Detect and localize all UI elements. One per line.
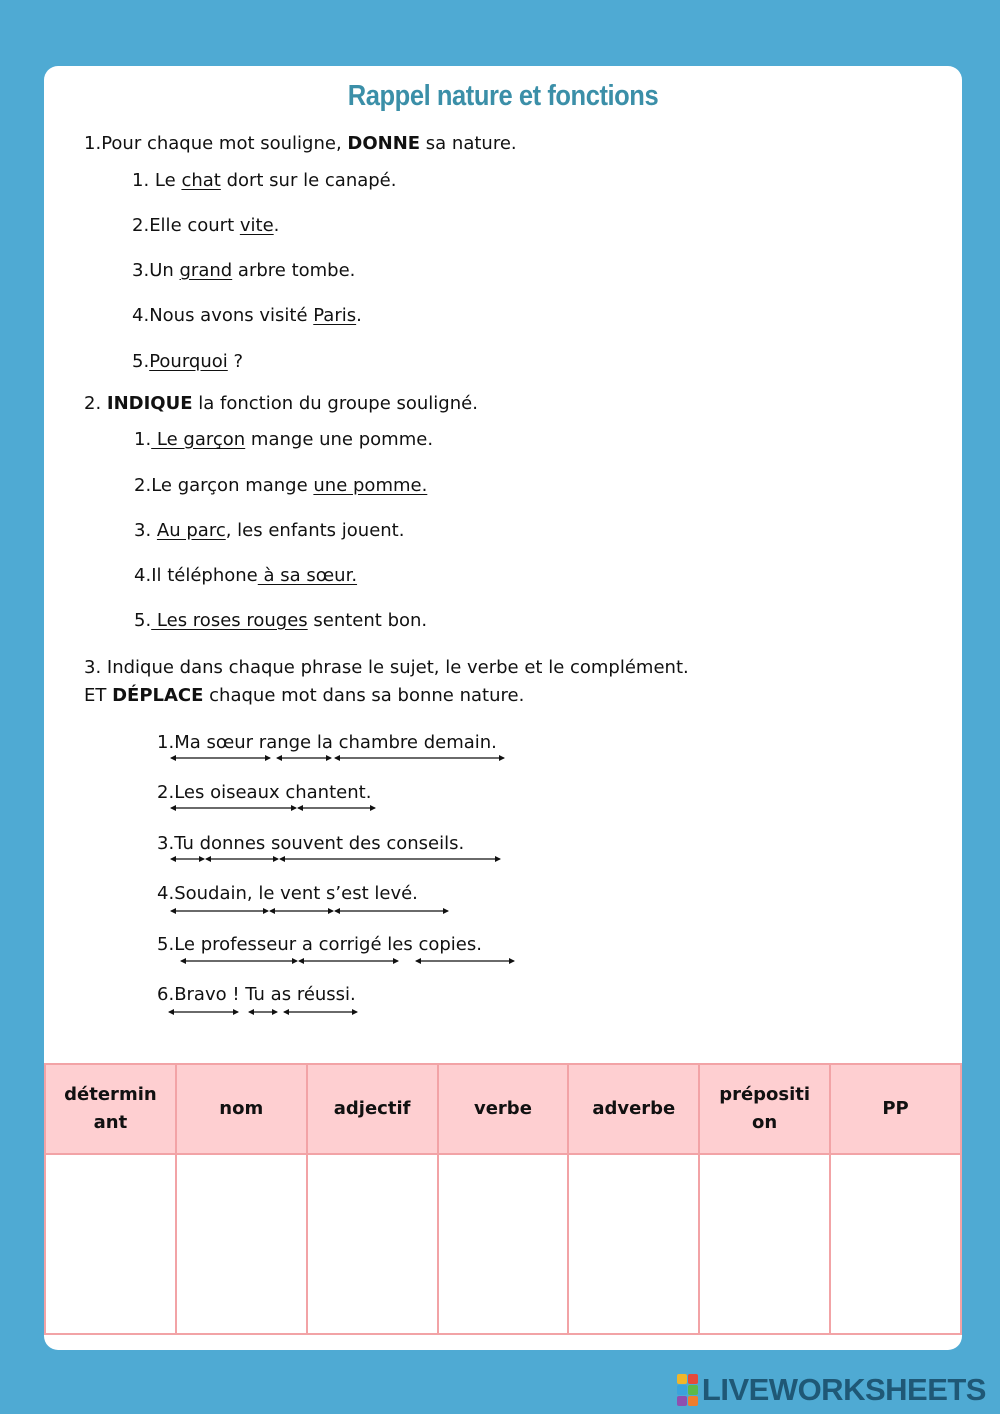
ex1-text: Le [154,170,182,191]
ex1-sentence [132,170,396,192]
header-adjectif: adjectif [307,1064,438,1154]
ex2-text: Il téléphone [151,565,258,586]
ex3-text: Les oiseaux chantent. [174,782,372,803]
ex1-number: 5. [132,351,150,372]
exercise-3-instruction-2 [84,685,524,707]
worksheet-card [44,66,962,1350]
ex3-number: 4. [157,883,175,904]
ex1-sentence [132,260,355,282]
ex1-text: . [356,305,362,326]
ex2-number: 2. [134,475,152,496]
exercise-1-keyword: DONNE [347,133,421,154]
ex3-sentence [157,833,464,855]
ex1-sentence [132,305,362,327]
ex2-text: mange une pomme. [245,429,434,450]
drop-zone-determinant[interactable] [45,1154,176,1334]
ex3-number: 6. [157,984,175,1005]
drop-zone-nom[interactable] [176,1154,307,1334]
ex1-number: 3. [132,260,150,281]
exercise-2-keyword: INDIQUE [106,393,193,414]
ex2-sentence [134,565,357,587]
ex1-sentence [132,215,279,237]
ex1-underlined-word: vite [239,215,274,236]
exercise-3-text: ET [84,685,113,706]
ex2-text: sentent bon. [307,610,428,631]
ex2-underlined-group: à sa sœur. [257,565,358,586]
ex3-text: Bravo ! Tu as réussi. [174,984,356,1005]
exercise-1-text-end: sa nature. [420,133,517,154]
drop-zone-pp[interactable] [830,1154,961,1334]
ex2-sentence [134,520,404,542]
ex2-underlined-group: Les roses rouges [151,610,308,631]
header-verbe: verbe [438,1064,569,1154]
ex2-underlined-group: Le garçon [151,429,246,450]
ex1-number: 4. [132,305,150,326]
ex3-number: 2. [157,782,175,803]
liveworksheets-logo [677,1372,986,1408]
ex3-sentence [157,732,497,754]
ex1-underlined-word: grand [179,260,233,281]
ex2-number: 5. [134,610,152,631]
exercise-3-instruction: 3. Indique dans chaque phrase le sujet, le verbe et le complément. [84,657,689,678]
page-title: Rappel nature et fonctions [347,80,659,112]
ex3-text: Le professeur a corrigé les copies. [174,934,482,955]
nature-table [44,1063,962,1335]
header-pp: PP [830,1064,961,1154]
ex3-sentence [157,984,356,1006]
liveworksheets-logo-icon [677,1374,698,1406]
ex1-number: 2. [132,215,150,236]
exercise-3-text-end: chaque mot dans sa bonne nature. [203,685,525,706]
logo-text: LIVEWORKSHEETS [701,1372,986,1407]
ex1-number: 1. [132,170,150,191]
ex1-sentence [132,351,243,373]
ex2-number: 4. [134,565,152,586]
ex1-text: Elle court [149,215,240,236]
ex3-sentence [157,782,371,804]
exercise-2-instruction [84,393,478,415]
header-preposition: prépositi on [699,1064,830,1154]
ex1-text: Nous avons visité [149,305,314,326]
ex1-underlined-word: Paris [313,305,357,326]
ex2-sentence [134,429,433,451]
ex1-underlined-word: Pourquoi [149,351,228,372]
ex2-text: Le garçon mange [151,475,314,496]
ex3-text: Ma sœur range la chambre demain. [174,732,497,753]
ex1-text: Un [149,260,180,281]
ex3-text: Tu donnes souvent des conseils. [174,833,465,854]
ex2-underlined-group: une pomme. [313,475,428,496]
header-determinant: détermin ant [45,1064,176,1154]
ex3-text: Soudain, le vent s’est levé. [174,883,418,904]
ex2-text: , les enfants jouent. [225,520,405,541]
drop-zone-preposition[interactable] [699,1154,830,1334]
header-adverbe: adverbe [568,1064,699,1154]
ex1-text: ? [227,351,244,372]
ex1-text: . [273,215,280,236]
drop-zone-adverbe[interactable] [568,1154,699,1334]
ex2-number: 3. [134,520,152,541]
exercise-2-number: 2. [84,393,107,414]
ex3-number: 3. [157,833,175,854]
drop-zone-adjectif[interactable] [307,1154,438,1334]
ex2-underlined-group: Au parc [156,520,226,541]
exercise-1-text: Pour chaque mot souligne, [101,133,348,154]
ex2-number: 1. [134,429,152,450]
ex1-text: arbre tombe. [232,260,356,281]
exercise-1-number: 1. [84,133,102,154]
ex3-number: 5. [157,934,175,955]
ex3-sentence [157,934,482,956]
exercise-1-instruction [84,133,517,155]
ex2-sentence [134,475,427,497]
ex3-number: 1. [157,732,175,753]
ex3-sentence [157,883,418,905]
ex1-underlined-word: chat [181,170,221,191]
drop-zone-verbe[interactable] [438,1154,569,1334]
exercise-3-keyword: DÉPLACE [112,685,204,706]
header-nom: nom [176,1064,307,1154]
exercise-2-text: la fonction du groupe souligné. [192,393,478,414]
ex1-text: dort sur le canapé. [220,170,397,191]
ex2-sentence [134,610,427,632]
